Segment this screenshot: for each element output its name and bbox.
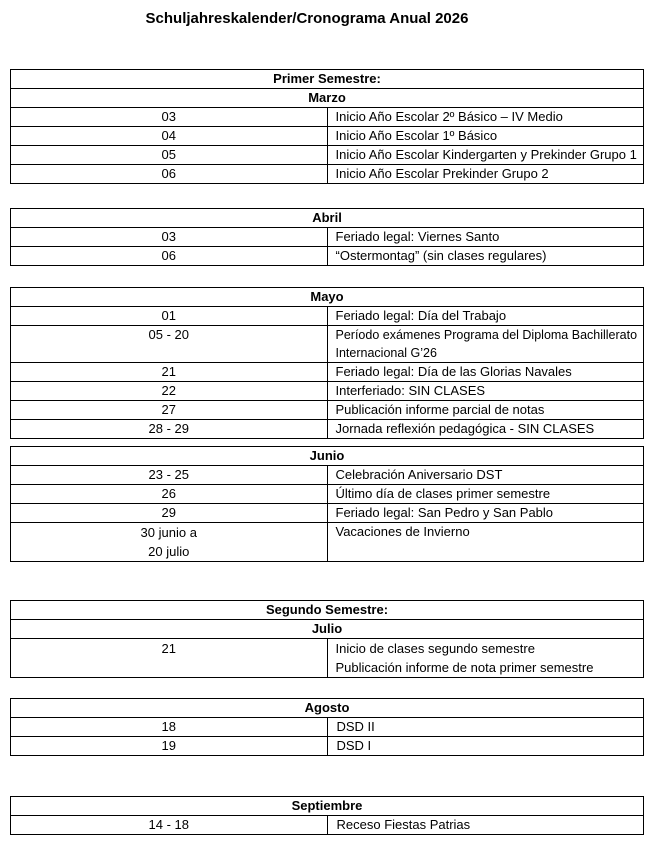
event-description: Inicio Año Escolar Kindergarten y Prekinder Grupo 1: [327, 146, 644, 165]
table-agosto: [10, 698, 644, 756]
table-row: [11, 420, 644, 439]
event-description: Feriado legal: San Pedro y San Pablo: [327, 504, 644, 523]
event-date: 23 - 25: [11, 466, 328, 485]
event-description: Jornada reflexión pedagógica - SIN CLASES: [327, 420, 644, 439]
event-date: 19: [11, 737, 328, 756]
event-date: 04: [11, 127, 328, 146]
table-row: [11, 401, 644, 420]
table-row: [11, 382, 644, 401]
month-heading-agosto: Agosto: [11, 699, 644, 718]
table-row: [11, 523, 644, 562]
event-date: 03: [11, 228, 328, 247]
event-date: 21: [11, 363, 328, 382]
event-date: 21: [11, 639, 328, 678]
event-date: 18: [11, 718, 328, 737]
event-date: 26: [11, 485, 328, 504]
event-date: 06: [11, 247, 328, 266]
table-row: [11, 363, 644, 382]
table-row: [11, 247, 644, 266]
table-row: [11, 718, 644, 737]
event-date: 28 - 29: [11, 420, 328, 439]
event-date-line: 20 julio: [148, 544, 190, 559]
event-date-line: 30 junio a: [140, 525, 197, 540]
event-date: 27: [11, 401, 328, 420]
section-heading-primer-semestre: Primer Semestre:: [11, 70, 644, 89]
table-row: [11, 816, 644, 835]
table-row: [11, 485, 644, 504]
table-marzo: [10, 69, 644, 184]
event-description: Feriado legal: Día del Trabajo: [327, 307, 644, 326]
table-septiembre: [10, 796, 644, 835]
event-description: Receso Fiestas Patrias: [327, 816, 644, 835]
event-date: 05 - 20: [11, 326, 328, 363]
table-row: [11, 108, 644, 127]
event-date: 03: [11, 108, 328, 127]
event-description: Feriado legal: Viernes Santo: [327, 228, 644, 247]
table-row: [11, 639, 644, 678]
event-date: 29: [11, 504, 328, 523]
event-date: 22: [11, 382, 328, 401]
event-description: Inicio Año Escolar Prekinder Grupo 2: [327, 165, 644, 184]
event-description-line: Inicio de clases segundo semestre: [335, 641, 535, 656]
month-heading-junio: Junio: [11, 447, 644, 466]
month-heading-marzo: Marzo: [11, 89, 644, 108]
table-mayo: [10, 287, 644, 439]
table-row: [11, 466, 644, 485]
event-description: [327, 639, 644, 678]
event-description: Inicio Año Escolar 2º Básico – IV Medio: [327, 108, 644, 127]
table-abril: [10, 208, 644, 266]
event-description-line: Publicación informe de nota primer semestre: [335, 660, 594, 675]
month-heading-julio: Julio: [11, 620, 644, 639]
month-heading-mayo: Mayo: [11, 288, 644, 307]
event-date: 14 - 18: [11, 816, 328, 835]
event-description: Publicación informe parcial de notas: [327, 401, 644, 420]
event-date: 05: [11, 146, 328, 165]
event-description: Período exámenes Programa del Diploma Bachillerato Internacional G’26: [327, 326, 644, 363]
table-row: [11, 737, 644, 756]
table-row: [11, 307, 644, 326]
section-heading-segundo-semestre: Segundo Semestre:: [11, 601, 644, 620]
event-description: “Ostermontag” (sin clases regulares): [327, 247, 644, 266]
table-junio: [10, 446, 644, 562]
page-title: Schuljahreskalender/Cronograma Anual 2026: [145, 10, 469, 27]
event-description: Interferiado: SIN CLASES: [327, 382, 644, 401]
event-date: 01: [11, 307, 328, 326]
event-description: Último día de clases primer semestre: [327, 485, 644, 504]
event-description: Feriado legal: Día de las Glorias Navales: [327, 363, 644, 382]
event-date: [11, 523, 328, 562]
event-description: DSD I: [327, 737, 644, 756]
table-julio: [10, 600, 644, 678]
event-description: Inicio Año Escolar 1º Básico: [327, 127, 644, 146]
event-date: 06: [11, 165, 328, 184]
table-row: [11, 127, 644, 146]
month-heading-septiembre: Septiembre: [11, 797, 644, 816]
table-row: [11, 504, 644, 523]
table-row: [11, 146, 644, 165]
month-heading-abril: Abril: [11, 209, 644, 228]
table-row: [11, 228, 644, 247]
event-description: Vacaciones de Invierno: [327, 523, 644, 562]
event-description: Celebración Aniversario DST: [327, 466, 644, 485]
table-row: [11, 165, 644, 184]
table-row: [11, 326, 644, 363]
event-description: DSD II: [327, 718, 644, 737]
